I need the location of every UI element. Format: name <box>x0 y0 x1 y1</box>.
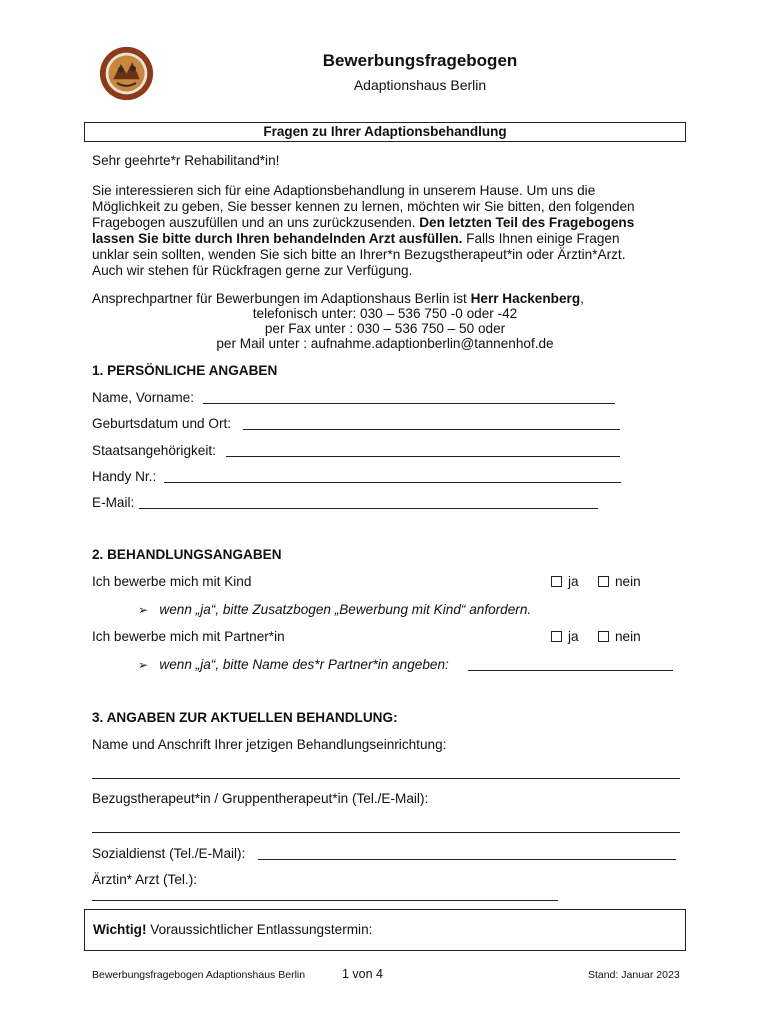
arrow-bullet-icon: ➢ <box>138 658 149 672</box>
section1-heading: 1. PERSÖNLICHE ANGABEN <box>92 363 278 378</box>
child-question: Ich bewerbe mich mit Kind <box>92 574 252 589</box>
discharge-date-box <box>84 909 686 951</box>
arrow-bullet-icon: ➢ <box>138 603 149 617</box>
contact-fax: per Fax unter : 030 – 536 750 – 50 oder <box>264 321 506 336</box>
birth-label: Geburtsdatum und Ort: <box>92 416 232 431</box>
greeting: Sehr geehrte*r Rehabilitand*in! <box>92 153 280 168</box>
name-field[interactable] <box>203 403 615 404</box>
birth-field[interactable] <box>243 429 620 430</box>
intro-line: Sie interessieren sich für eine Adaptionsbehandlung in unserem Hause. Um uns die <box>92 183 596 198</box>
checkbox[interactable] <box>551 576 562 587</box>
footer-left: Bewerbungsfragebogen Adaptionshaus Berlin <box>92 969 306 981</box>
intro-line: lassen Sie bitte durch Ihren behandelnden Arzt ausfüllen. Falls Ihnen einige Fragen <box>92 231 620 246</box>
contact-mail: per Mail unter : aufnahme.adaptionberlin@tannenhof.de <box>216 336 554 351</box>
therapist-field[interactable] <box>92 832 680 833</box>
intro-line: Möglichkeit zu geben, Sie besser kennen zu lernen, möchten wir Sie bitten, den folgenden <box>92 199 635 214</box>
social-service-label: Sozialdienst (Tel./E-Mail): <box>92 846 246 861</box>
page-title: Bewerbungsfragebogen <box>322 51 518 70</box>
social-service-field[interactable] <box>258 859 676 860</box>
child-note: ➢ wenn „ja“, bitte Zusatzbogen „Bewerbung mit Kind“ anfordern. <box>138 602 532 617</box>
partner-question: Ich bewerbe mich mit Partner*in <box>92 629 285 644</box>
partner-name-field[interactable] <box>468 670 673 671</box>
mobile-field[interactable] <box>164 482 621 483</box>
section-title: Fragen zu Ihrer Adaptionsbehandlung <box>263 124 507 139</box>
discharge-date-label: Wichtig! Voraussichtlicher Entlassungstermin: <box>93 922 373 937</box>
therapist-label: Bezugstherapeut*in / Gruppentherapeut*in (Tel./E-Mail): <box>92 791 429 806</box>
facility-label: Name und Anschrift Ihrer jetzigen Behandlungseinrichtung: <box>92 737 447 752</box>
page-number: 1 von 4 <box>342 967 384 981</box>
intro-line: unklar sein sollten, wenden Sie sich bitte an Ihrer*n Bezugstherapeut*in oder Ärztin*Arzt. <box>92 247 626 262</box>
footer-right: Stand: Januar 2023 <box>588 969 680 981</box>
facility-field[interactable] <box>92 778 680 779</box>
intro-line: Fragebogen auszufüllen und an uns zurückzusenden. Den letzten Teil des Fragebogens <box>92 215 635 230</box>
contact-person: Ansprechpartner für Bewerbungen im Adaptionshaus Berlin ist Herr Hackenberg, <box>92 291 584 306</box>
nationality-label: Staatsangehörigkeit: <box>92 443 216 458</box>
partner-note: ➢ wenn „ja“, bitte Name des*r Partner*in angeben: <box>138 657 449 672</box>
section-title-box <box>84 122 686 142</box>
checkbox[interactable] <box>598 631 609 642</box>
child-yes-option[interactable]: ja <box>551 574 579 589</box>
child-no-option[interactable]: nein <box>598 574 641 589</box>
partner-no-option[interactable]: nein <box>598 629 641 644</box>
partner-yes-option[interactable]: ja <box>551 629 579 644</box>
page-subtitle: Adaptionshaus Berlin <box>353 77 487 93</box>
email-field[interactable] <box>139 508 598 509</box>
checkbox[interactable] <box>598 576 609 587</box>
contact-phone: telefonisch unter: 030 – 536 750 -0 oder -42 <box>252 306 518 321</box>
section3-heading: 3. ANGABEN ZUR AKTUELLEN BEHANDLUNG: <box>92 710 398 725</box>
checkbox[interactable] <box>551 631 562 642</box>
doctor-field[interactable] <box>92 900 558 901</box>
name-label: Name, Vorname: <box>92 390 194 405</box>
email-label: E-Mail: <box>92 495 135 510</box>
mobile-label: Handy Nr.: <box>92 469 157 484</box>
intro-paragraph <box>92 183 692 279</box>
doctor-label: Ärztin* Arzt (Tel.): <box>92 872 197 887</box>
intro-line: Auch wir stehen für Rückfragen gerne zur Verfügung. <box>92 263 413 278</box>
nationality-field[interactable] <box>226 456 620 457</box>
section2-heading: 2. BEHANDLUNGSANGABEN <box>92 547 282 562</box>
